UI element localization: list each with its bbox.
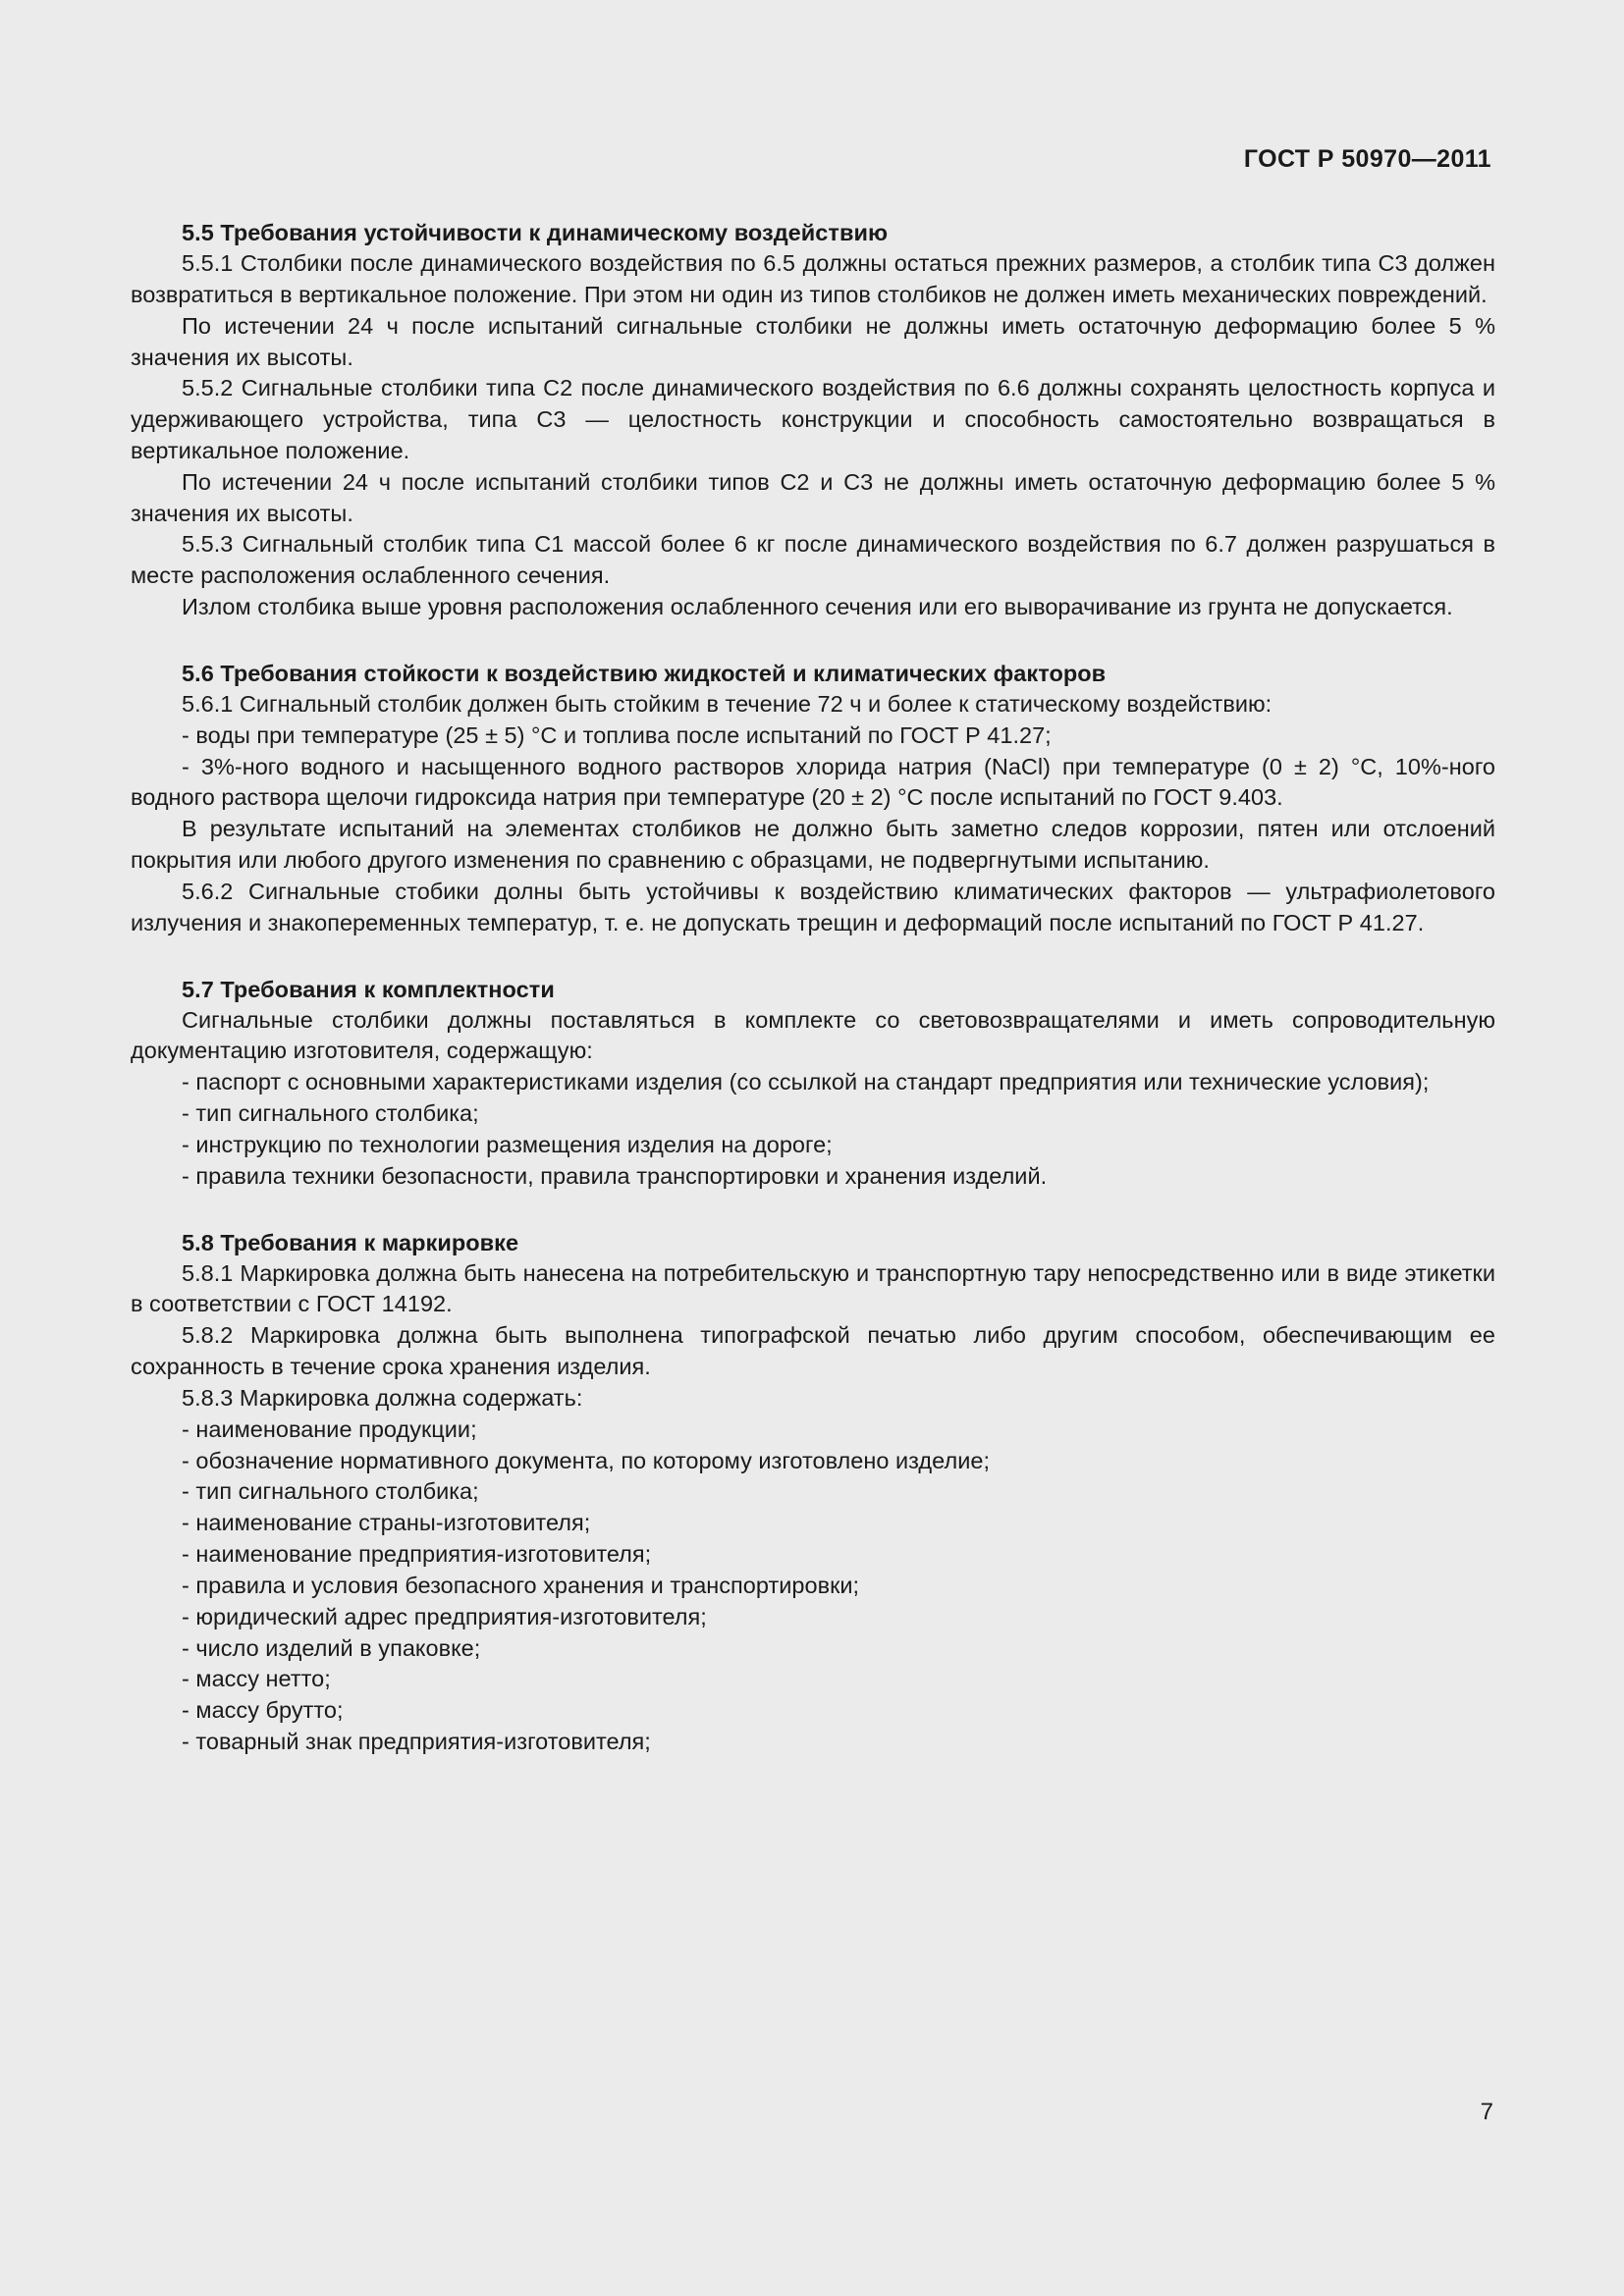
section-heading-5-6: 5.6 Требования стойкости к воздействию жидкостей и климатических факторов <box>182 660 1107 686</box>
list-item-5-7-passport: - паспорт с основными характеристиками изделия (со ссылкой на стандарт предприятия или технические условия); <box>182 1069 1430 1095</box>
section-5-7 <box>131 975 1495 1193</box>
list-item-5-7-type: - тип сигнального столбика; <box>182 1100 479 1127</box>
section-5-5 <box>131 218 1495 623</box>
paragraph-5-8-2: 5.8.2 Маркировка должна быть выполнена типографской печатью либо другим способом, обеспечивающим ее сохранность в течение срока хранения изделия. <box>131 1322 1495 1380</box>
list-item-5-7-instruction: - инструкцию по технологии размещения изделия на дороге; <box>182 1131 833 1157</box>
list-item-5-8-3-gross-weight: - массу брутто; <box>182 1697 344 1724</box>
paragraph-5-8-3: 5.8.3 Маркировка должна содержать: <box>182 1384 583 1411</box>
paragraph-5-7-intro: Сигнальные столбики должны поставляться в комплекте со световозвращателями и иметь сопроводительную документацию изготовителя, содержащую: <box>131 1006 1495 1064</box>
paragraph-5-5-3: 5.5.3 Сигнальный столбик типа С1 массой более 6 кг после динамического воздействия по 6.7 должен разрушаться в месте расположения ослабленного сечения. <box>131 531 1495 589</box>
page-number: 7 <box>1480 2099 1493 2125</box>
section-5-8 <box>131 1228 1495 1758</box>
list-item-5-8-3-trademark: - товарный знак предприятия-изготовителя; <box>182 1729 651 1755</box>
section-heading-5-5: 5.5 Требования устойчивости к динамическому воздействию <box>182 220 889 245</box>
spacer <box>131 939 1495 975</box>
paragraph-5-5-2-note: По истечении 24 ч после испытаний столбики типов С2 и С3 не должны иметь остаточную деформацию более 5 % значения их высоты. <box>131 468 1495 526</box>
list-item-5-8-3-type: - тип сигнального столбика; <box>182 1478 479 1505</box>
paragraph-5-6-1-result: В результате испытаний на элементах столбиков не должно быть заметно следов коррозии, пятен или отслоений покрытия или любого другого изменения по сравнению с образцами, не подвергнутыми испытанию. <box>131 816 1495 874</box>
list-item-5-8-3-net-weight: - массу нетто; <box>182 1666 331 1692</box>
section-heading-5-8: 5.8 Требования к маркировке <box>182 1229 519 1255</box>
page-body-text <box>131 218 1495 1758</box>
paragraph-5-5-1-note: По истечении 24 ч после испытаний сигнальные столбики не должны иметь остаточную деформацию более 5 % значения их высоты. <box>131 312 1495 370</box>
list-item-5-8-3-name: - наименование продукции; <box>182 1415 477 1442</box>
spacer <box>131 1193 1495 1228</box>
running-header-standard-number: ГОСТ Р 50970—2011 <box>1243 145 1491 173</box>
list-item-5-8-3-legal-address: - юридический адрес предприятия-изготовителя; <box>182 1603 707 1629</box>
list-item-5-6-1-nacl: - 3%-ного водного и насыщенного водного растворов хлорида натрия (NaCl) при температуре (0 ± 2) °С, 10%-ного водного раствора щелочи гидроксида натрия при температуре (20 ± 2) °С после испытаний по ГОСТ 9.403. <box>131 753 1495 811</box>
paragraph-5-5-2: 5.5.2 Сигнальные столбики типа С2 после динамического воздействия по 6.6 должны сохранять целостность корпуса и удерживающего устройства, типа С3 — целостность конструкции и способность самостоятельно возвращаться в вертикальное положение. <box>131 375 1495 463</box>
list-item-5-8-3-storage-rules: - правила и условия безопасного хранения и транспортировки; <box>182 1572 860 1598</box>
list-item-5-6-1-water: - воды при температуре (25 ± 5) °С и топлива после испытаний по ГОСТ Р 41.27; <box>182 721 1052 748</box>
paragraph-5-6-1: 5.6.1 Сигнальный столбик должен быть стойким в течение 72 ч и более к статическому воздействию: <box>182 690 1272 717</box>
list-item-5-8-3-document: - обозначение нормативного документа, по которому изготовлено изделие; <box>182 1447 990 1473</box>
list-item-5-7-safety: - правила техники безопасности, правила транспортировки и хранения изделий. <box>182 1162 1048 1189</box>
list-item-5-8-3-units-per-pack: - число изделий в упаковке; <box>182 1634 481 1661</box>
paragraph-5-5-3-note: Излом столбика выше уровня расположения ослабленного сечения или его выворачивание из грунта не допускается. <box>182 594 1453 620</box>
section-5-6 <box>131 659 1495 939</box>
paragraph-5-6-2: 5.6.2 Сигнальные стобики долны быть устойчивы к воздействию климатических факторов — ультрафиолетового излучения и знакопеременных температур, т. е. не допускать трещин и деформаций после испытаний по ГОСТ Р 41.27. <box>131 878 1495 935</box>
list-item-5-8-3-country: - наименование страны-изготовителя; <box>182 1510 591 1536</box>
paragraph-5-5-1: 5.5.1 Столбики после динамического воздействия по 6.5 должны остаться прежних размеров, а столбик типа С3 должен возвратиться в вертикальное положение. При этом ни один из типов столбиков не должен иметь механических повреждений. <box>131 250 1495 307</box>
spacer <box>131 623 1495 659</box>
paragraph-5-8-1: 5.8.1 Маркировка должна быть нанесена на потребительскую и транспортную тару непосредственно или в виде этикетки в соответствии с ГОСТ 14192. <box>131 1259 1495 1317</box>
list-item-5-8-3-manufacturer: - наименование предприятия-изготовителя; <box>182 1541 652 1568</box>
section-heading-5-7: 5.7 Требования к комплектности <box>182 976 555 1002</box>
